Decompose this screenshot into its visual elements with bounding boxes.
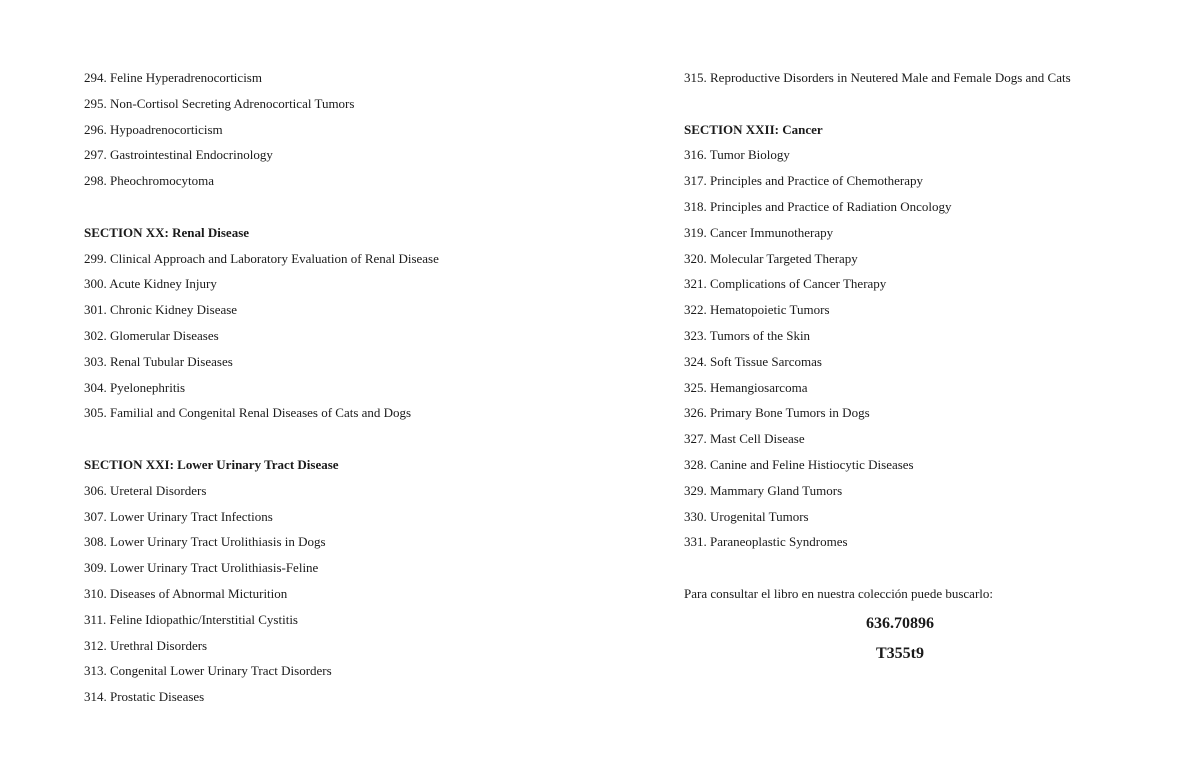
toc-item: 308. Lower Urinary Tract Urolithiasis in Dogs [84, 534, 326, 550]
toc-item: 304. Pyelonephritis [84, 379, 186, 395]
spacer [684, 91, 1144, 117]
left-column [84, 65, 644, 710]
toc-item: 320. Molecular Targeted Therapy [684, 250, 858, 266]
toc-item: 317. Principles and Practice of Chemotherapy [684, 173, 923, 189]
toc-item: 301. Chronic Kidney Disease [84, 302, 238, 318]
spacer [84, 194, 644, 220]
toc-item: 319. Cancer Immunotherapy [684, 224, 834, 240]
toc-item: 311. Feline Idiopathic/Interstitial Cystitis [84, 611, 298, 627]
toc-item: 309. Lower Urinary Tract Urolithiasis-Feline [84, 560, 319, 576]
toc-item: 312. Urethral Disorders [84, 637, 208, 653]
spacer [684, 555, 1144, 581]
toc-item: 303. Renal Tubular Diseases [84, 353, 233, 369]
toc-item: 307. Lower Urinary Tract Infections [84, 508, 273, 524]
toc-item: 313. Congenital Lower Urinary Tract Disorders [84, 663, 332, 679]
toc-item: 331. Paraneoplastic Syndromes [684, 534, 848, 550]
toc-item: 297. Gastrointestinal Endocrinology [84, 147, 273, 163]
toc-item: 321. Complications of Cancer Therapy [684, 276, 887, 292]
toc-item: 294. Feline Hyperadrenocorticism [84, 70, 262, 85]
toc-item: 306. Ureteral Disorders [84, 482, 207, 498]
toc-item: 300. Acute Kidney Injury [84, 276, 217, 292]
catalog-note: Para consultar el libro en nuestra colección puede buscarlo: [684, 585, 993, 601]
toc-item: 302. Glomerular Diseases [84, 327, 219, 343]
toc-item: 305. Familial and Congenital Renal Diseases of Cats and Dogs [84, 405, 412, 421]
toc-item: 314. Prostatic Diseases [84, 689, 205, 705]
toc-item: 324. Soft Tissue Sarcomas [684, 353, 822, 369]
section-heading-cancer: SECTION XXII: Cancer [684, 121, 823, 137]
toc-item: 325. Hemangiosarcoma [684, 379, 808, 395]
toc-item: 316. Tumor Biology [684, 147, 790, 163]
call-number-classification: 636.70896 [866, 614, 934, 632]
toc-item: 327. Mast Cell Disease [684, 431, 805, 447]
toc-item: 323. Tumors of the Skin [684, 327, 811, 343]
toc-item: 318. Principles and Practice of Radiation Oncology [684, 198, 952, 214]
right-column [684, 65, 1144, 669]
toc-item: 315. Reproductive Disorders in Neutered Male and Female Dogs and Cats [684, 70, 1071, 85]
section-heading-lower-urinary: SECTION XXI: Lower Urinary Tract Disease [84, 456, 339, 472]
call-number-cutter: T355t9 [876, 644, 924, 662]
toc-item: 329. Mammary Gland Tumors [684, 482, 843, 498]
spacer [84, 426, 644, 452]
toc-item: 330. Urogenital Tumors [684, 508, 809, 524]
toc-item: 295. Non-Cortisol Secreting Adrenocortical Tumors [84, 95, 355, 111]
toc-item: 328. Canine and Feline Histiocytic Diseases [684, 456, 914, 472]
toc-item: 326. Primary Bone Tumors in Dogs [684, 405, 870, 421]
section-heading-renal: SECTION XX: Renal Disease [84, 224, 250, 240]
toc-item: 296. Hypoadrenocorticism [84, 121, 223, 137]
toc-item: 298. Pheochromocytoma [84, 173, 214, 189]
toc-item: 310. Diseases of Abnormal Micturition [84, 585, 288, 601]
toc-item: 299. Clinical Approach and Laboratory Evaluation of Renal Disease [84, 250, 439, 266]
toc-item: 322. Hematopoietic Tumors [684, 302, 830, 318]
